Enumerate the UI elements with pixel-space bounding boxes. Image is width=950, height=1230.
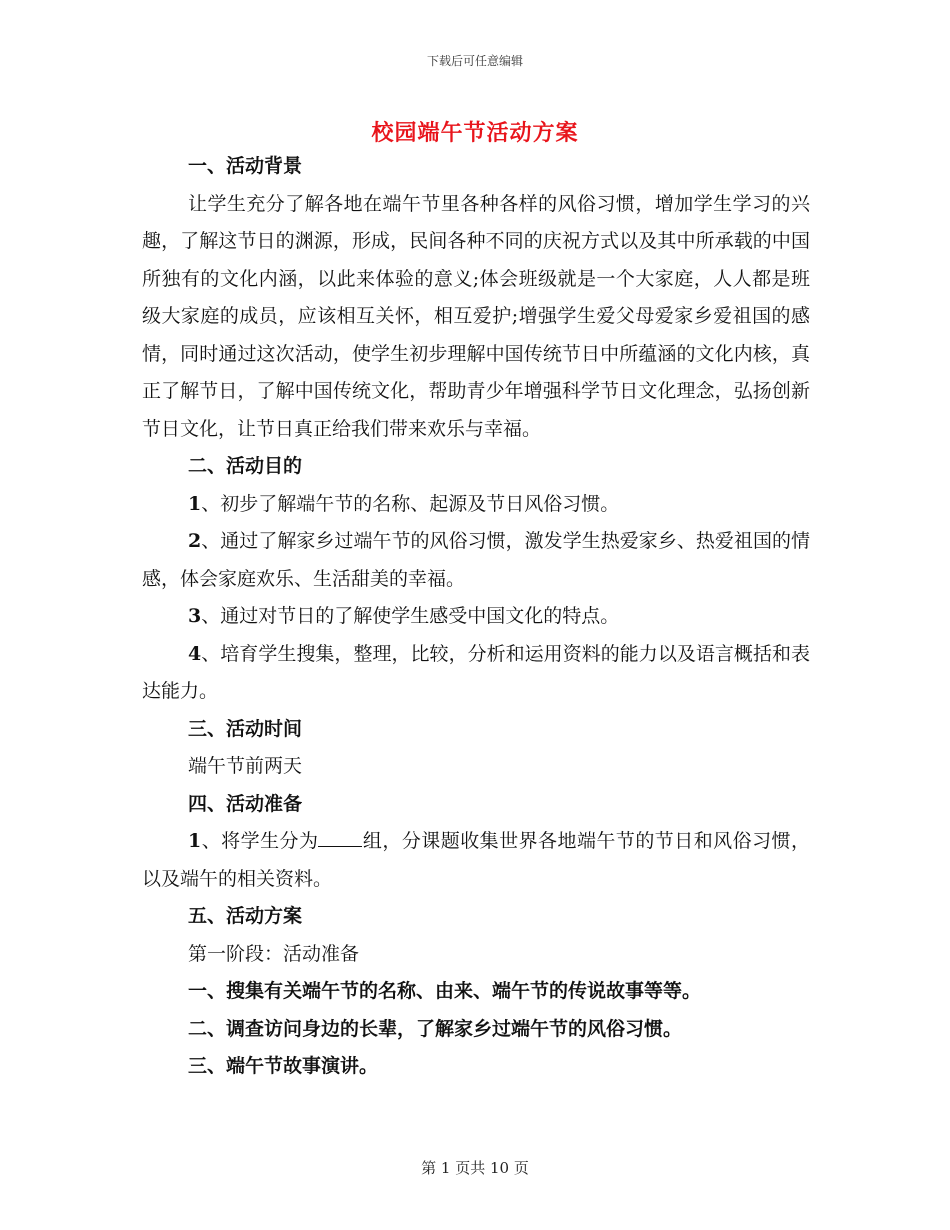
page-footer: 第 1 页共 10 页 bbox=[421, 1159, 529, 1177]
item-number: 3 bbox=[188, 605, 202, 627]
item-text-b: 组，分课题收集世界各地端午节的节日和风俗习惯，以及端午的相关资料。 bbox=[142, 830, 810, 890]
plan-item-1: 一、搜集有关端午节的名称、由来、端午节的传说故事等等。 bbox=[188, 980, 702, 1002]
document-title: 校园端午节活动方案 bbox=[371, 121, 579, 146]
item-number: 2 bbox=[188, 530, 202, 552]
section-paragraph-time: 端午节前两天 bbox=[188, 755, 303, 777]
section-heading-background: 一、活动背景 bbox=[188, 155, 303, 177]
phase-label: 第一阶段：活动准备 bbox=[188, 942, 360, 965]
purpose-item-3 bbox=[142, 598, 810, 636]
item-number: 4 bbox=[188, 642, 202, 665]
item-text: 、通过对节日的了解使学生感受中国文化的特点。 bbox=[201, 605, 620, 627]
item-text-a: 、将学生分为 bbox=[201, 830, 319, 852]
document-body bbox=[142, 148, 810, 1086]
preparation-item-1 bbox=[142, 823, 810, 898]
purpose-item-2 bbox=[142, 523, 810, 598]
section-heading-purpose: 二、活动目的 bbox=[188, 455, 303, 477]
section-heading-time: 三、活动时间 bbox=[188, 717, 303, 740]
section-heading-plan: 五、活动方案 bbox=[188, 905, 303, 927]
fill-in-blank bbox=[318, 830, 362, 847]
item-number: 1 bbox=[188, 830, 202, 852]
item-text: 、通过了解家乡过端午节的风俗习惯，激发学生热爱家乡、热爱祖国的情感，体会家庭欢乐、生活甜美的幸福。 bbox=[142, 530, 810, 590]
plan-item-3: 三、端午节故事演讲。 bbox=[188, 1055, 379, 1077]
page-header: 下载后可任意编辑 bbox=[426, 54, 523, 68]
section-heading-preparation: 四、活动准备 bbox=[188, 792, 303, 815]
section-paragraph-background: 让学生充分了解各地在端午节里各种各样的风俗习惯，增加学生学习的兴趣，了解这节日的渊源，形成，民间各种不同的庆祝方式以及其中所承载的中国所独有的文化内涵，以此来体验的意义;体会班级就是一个大家庭，人人都是班级大家庭的成员，应该相互关怀，相互爱护;增强学生爱父母爱家乡爱祖国的感情，同时通过这次活动，使学生初步理解中国传统节日中所蕴涵的文化内核，真正了解节日，了解中国传统文化，帮助青少年增强科学节日文化理念，弘扬创新节日文化，让节日真正给我们带来欢乐与幸福。 bbox=[142, 192, 810, 440]
item-number: 1 bbox=[188, 492, 202, 515]
plan-item-2: 二、调查访问身边的长辈，了解家乡过端午节的风俗习惯。 bbox=[188, 1017, 683, 1040]
item-text: 、初步了解端午节的名称、起源及节日风俗习惯。 bbox=[201, 492, 620, 515]
purpose-item-1 bbox=[142, 486, 810, 524]
item-text: 、培育学生搜集，整理，比较，分析和运用资料的能力以及语言概括和表达能力。 bbox=[142, 642, 810, 702]
purpose-item-4 bbox=[142, 636, 810, 711]
